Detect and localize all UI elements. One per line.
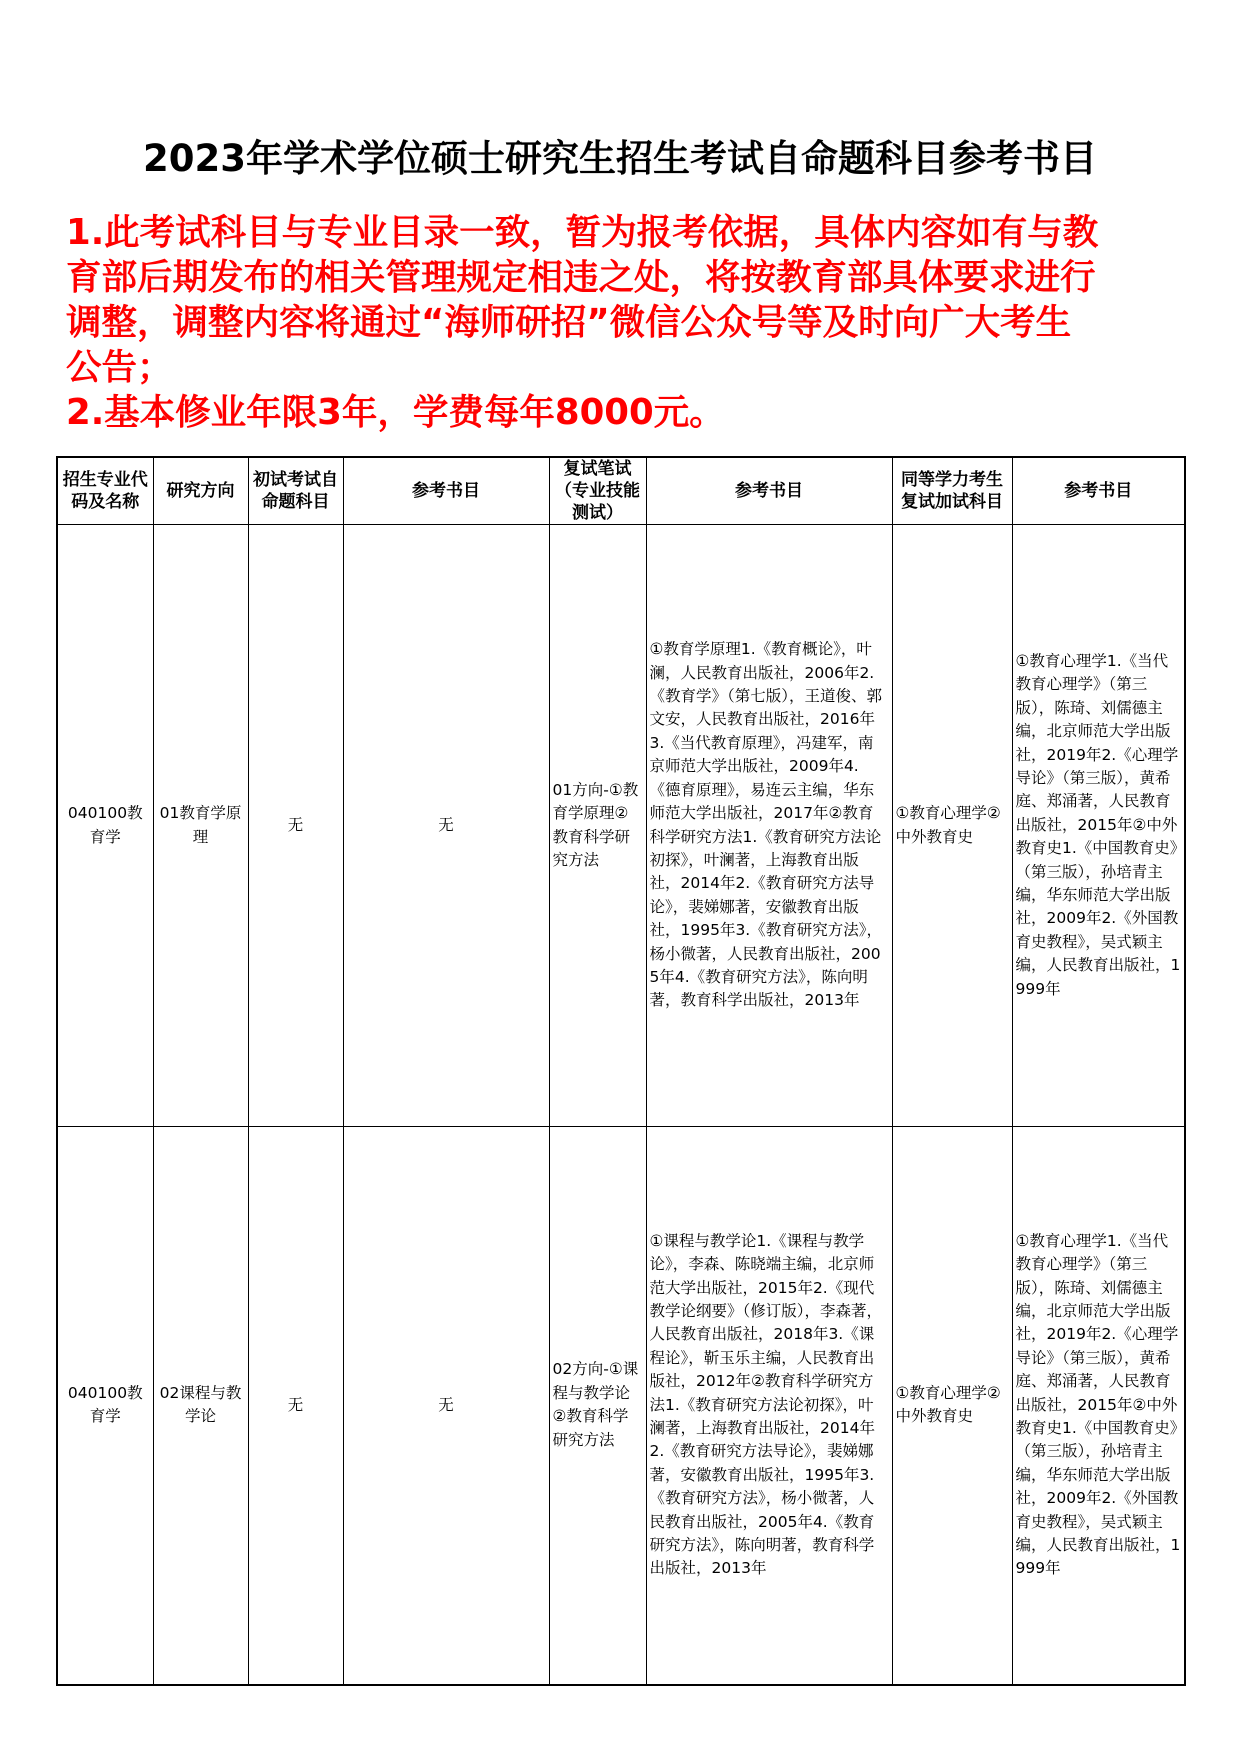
notice-block bbox=[66, 210, 1176, 435]
direction-cell: 01教育学原理 bbox=[153, 525, 248, 1127]
notice-line: 1.此考试科目与专业目录一致，暂为报考依据，具体内容如有与教 bbox=[66, 212, 1099, 253]
table-row bbox=[57, 1127, 1185, 1685]
header-major: 招生专业代码及名称 bbox=[57, 457, 153, 525]
equivalent-subject-cell: ①教育心理学②中外教育史 bbox=[892, 1127, 1012, 1685]
notice-line: 2.基本修业年限3年，学费每年8000元。 bbox=[66, 392, 725, 433]
header-equivalent-books: 参考书目 bbox=[1012, 457, 1185, 525]
notice-line: 育部后期发布的相关管理规定相违之处，将按教育部具体要求进行 bbox=[66, 257, 1096, 298]
direction-cell: 02课程与教学论 bbox=[153, 1127, 248, 1685]
equivalent-books-cell: ①教育心理学1.《当代教育心理学》（第三版），陈琦、刘儒德主编，北京师范大学出版社，2019年2.《心理学导论》（第三版），黄希庭、郑涌著，人民教育出版社，2015年②中外教育史1.《中国教育史》（第三版），孙培青主编，华东师范大学出版社，2009年2.《外国教育史教程》，吴式颖主编，人民教育出版社，1999年 bbox=[1012, 1127, 1185, 1685]
page-title: 2023年学术学位硕士研究生招生考试自命题科目参考书目 bbox=[143, 137, 1097, 180]
header-direction: 研究方向 bbox=[153, 457, 248, 525]
initial-subject-cell: 无 bbox=[248, 525, 343, 1127]
header-retest-subject: 复试笔试（专业技能测试） bbox=[549, 457, 646, 525]
table-row bbox=[57, 525, 1185, 1127]
notice-line: 公告； bbox=[66, 347, 173, 388]
retest-books-cell: ①课程与教学论1.《课程与教学论》，李森、陈晓端主编，北京师范大学出版社，2015年2.《现代教学论纲要》（修订版），李森著，人民教育出版社，2018年3.《课程论》，靳玉乐主编，人民教育出版社，2012年②教育科学研究方法1.《教育研究方法论初探》，叶澜著，上海教育出版社，2014年2.《教育研究方法导论》，裴娣娜著，安徽教育出版社，1995年3.《教育研究方法》，杨小微著，人民教育出版社，2005年4.《教育研究方法》，陈向明著，教育科学出版社，2013年 bbox=[646, 1127, 892, 1685]
initial-books-cell: 无 bbox=[343, 525, 549, 1127]
header-retest-books: 参考书目 bbox=[646, 457, 892, 525]
header-initial-subject: 初试考试自命题科目 bbox=[248, 457, 343, 525]
retest-subject-cell: 02方向-①课程与教学论②教育科学研究方法 bbox=[549, 1127, 646, 1685]
major-cell: 040100教育学 bbox=[57, 1127, 153, 1685]
header-initial-books: 参考书目 bbox=[343, 457, 549, 525]
header-equivalent-subject: 同等学力考生复试加试科目 bbox=[892, 457, 1012, 525]
reference-book-table bbox=[56, 456, 1186, 1686]
retest-subject-cell: 01方向-①教育学原理②教育科学研究方法 bbox=[549, 525, 646, 1127]
table-header-row bbox=[57, 457, 1185, 525]
notice-line: 调整，调整内容将通过“海师研招”微信公众号等及时向广大考生 bbox=[66, 302, 1072, 343]
initial-subject-cell: 无 bbox=[248, 1127, 343, 1685]
major-cell: 040100教育学 bbox=[57, 525, 153, 1127]
initial-books-cell: 无 bbox=[343, 1127, 549, 1685]
equivalent-subject-cell: ①教育心理学②中外教育史 bbox=[892, 525, 1012, 1127]
retest-books-cell: ①教育学原理1.《教育概论》，叶澜，人民教育出版社，2006年2.《教育学》（第七版），王道俊、郭文安，人民教育出版社，2016年3.《当代教育原理》，冯建军，南京师范大学出版社，2009年4.《德育原理》，易连云主编，华东师范大学出版社，2017年②教育科学研究方法1.《教育研究方法论初探》，叶澜著，上海教育出版社，2014年2.《教育研究方法导论》，裴娣娜著，安徽教育出版社，1995年3.《教育研究方法》，杨小微著，人民教育出版社，2005年4.《教育研究方法》，陈向明著，教育科学出版社，2013年 bbox=[646, 525, 892, 1127]
equivalent-books-cell: ①教育心理学1.《当代教育心理学》（第三版），陈琦、刘儒德主编，北京师范大学出版社，2019年2.《心理学导论》（第三版），黄希庭、郑涌著，人民教育出版社，2015年②中外教育史1.《中国教育史》（第三版），孙培青主编，华东师范大学出版社，2009年2.《外国教育史教程》，吴式颖主编，人民教育出版社，1999年 bbox=[1012, 525, 1185, 1127]
